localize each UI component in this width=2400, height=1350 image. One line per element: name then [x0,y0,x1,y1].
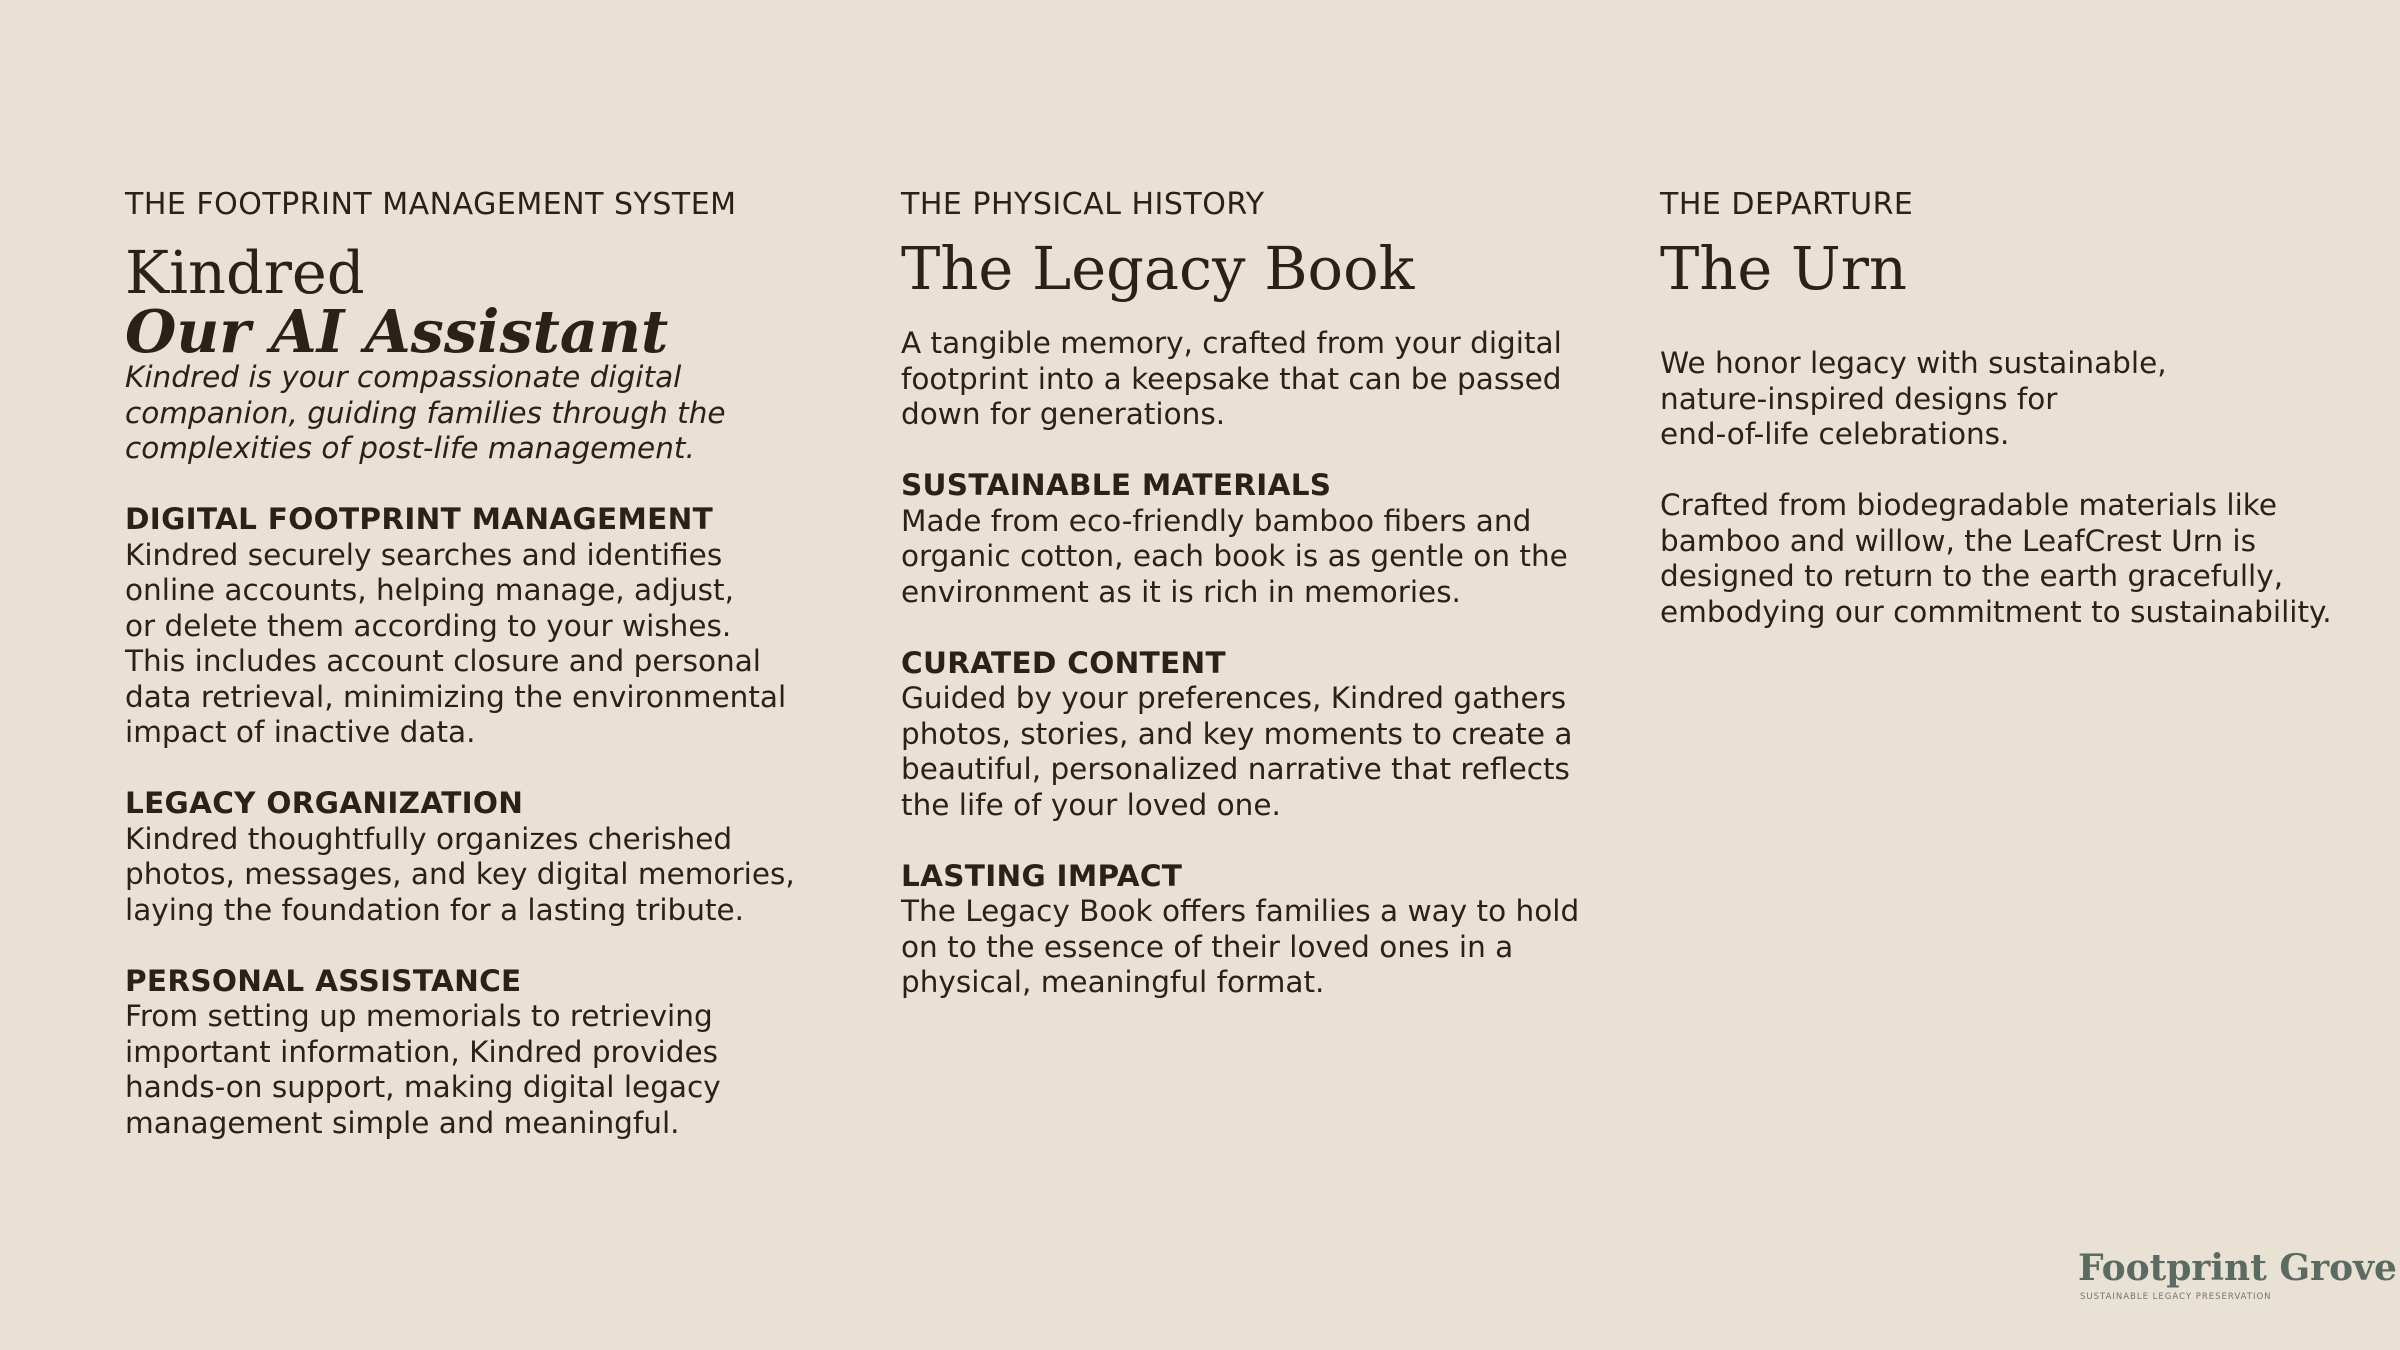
feature-heading: DIGITAL FOOTPRINT MANAGEMENT [125,502,713,536]
feature-body: Made from eco-friendly bamboo fibers and organic cotton, each book is as gentle on the environment as it is rich in memories. [901,503,1568,609]
feature-body: The Legacy Book offers families a way to hold on to the essence of their loved ones in a physical, meaningful format. [901,894,1580,999]
section-title: The Urn [1660,234,1907,303]
feature-body: From setting up memorials to retrieving important information, Kindred provides hands-on support, making digital legacy management simple and meaningful. [125,999,721,1140]
feature-heading: LEGACY ORGANIZATION [125,786,524,820]
brand-tagline: SUSTAINABLE LEGACY PRESERVATION [2080,1292,2272,1302]
column-urn [1660,186,2350,630]
column-legacy-book [901,186,1581,1001]
section-subtitle: Our AI Assistant [125,297,669,366]
intro-text: We honor legacy with sustainable, nature-inspired designs for end-of-life celebrations. [1660,346,2167,451]
intro-text: Kindred is your compassionate digital companion, guiding families through the complexities of post-life management. [125,360,726,465]
section-title: The Legacy Book [901,234,1415,303]
feature-heading: LASTING IMPACT [901,858,1183,893]
section-title: Kindred [125,238,365,307]
brand-logo [2078,1247,2397,1302]
feature-body: Kindred thoughtfully organizes cherished photos, messages, and key digital memories, laying the foundation for a lasting tribute. [125,821,795,927]
column-ai-assistant [125,186,825,1141]
feature-body: Kindred securely searches and identifies online accounts, helping manage, adjust, or delete them according to your wishes. This includes account closure and personal data retrieval, minimizing the environmental impact of inactive data. [125,537,787,749]
eyebrow-label: THE FOOTPRINT MANAGEMENT SYSTEM [125,187,737,222]
eyebrow-label: THE DEPARTURE [1660,187,1914,222]
feature-body: Guided by your preferences, Kindred gathers photos, stories, and key moments to create a beautiful, personalized narrative that reflects the life of your loved one. [901,681,1573,822]
eyebrow-label: THE PHYSICAL HISTORY [901,187,1265,222]
body-text: Crafted from biodegradable materials like bamboo and willow, the LeafCrest Urn is designed to return to the earth gracefully, embodying our commitment to sustainability. [1660,488,2332,629]
feature-heading: CURATED CONTENT [901,645,1226,680]
feature-heading: PERSONAL ASSISTANCE [125,963,522,998]
intro-text: A tangible memory, crafted from your digital footprint into a keepsake that can be passed down for generations. [901,326,1562,431]
brand-name: Footprint Grove [2078,1247,2397,1289]
feature-heading: SUSTAINABLE MATERIALS [901,468,1332,502]
